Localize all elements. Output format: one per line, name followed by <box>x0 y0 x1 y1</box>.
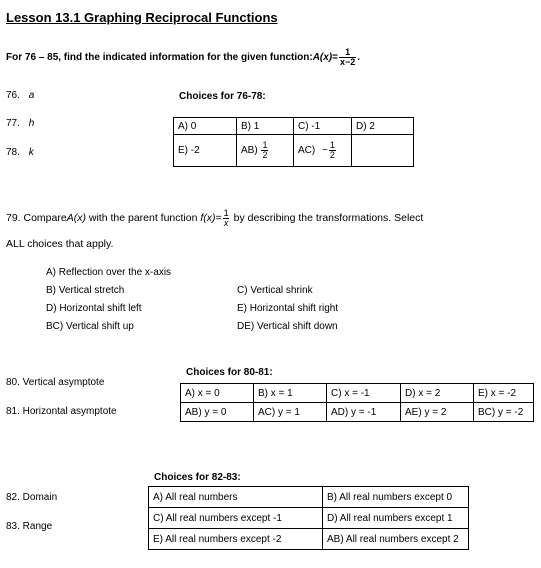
question-79-equals: = <box>215 212 222 224</box>
choices-76-78-row <box>174 118 414 135</box>
question-77-variable: h <box>28 118 35 129</box>
choices-76-78-heading: Choices for 76-78: <box>179 91 266 102</box>
choice-ac-fraction <box>329 141 336 160</box>
choice-cell: A) All real numbers <box>149 487 323 508</box>
question-82: 82. Domain <box>6 492 58 503</box>
intro-function-name: A(x) <box>312 51 333 63</box>
choices-80-81-heading: Choices for 80-81: <box>186 367 273 378</box>
choices-82-83-row <box>149 508 469 529</box>
choice-ab-label: AB) <box>241 145 258 157</box>
question-76-number: 76. <box>6 90 20 101</box>
question-80: 80. Vertical asymptote <box>6 377 105 388</box>
choices-80-81-table <box>180 383 534 422</box>
choices-76-78-row <box>174 135 414 167</box>
question-79-numerator: 1 <box>223 207 229 218</box>
choice-cell: AB) y = 0 <box>181 403 254 422</box>
choices-80-81-row <box>181 403 534 422</box>
q79-choice: C) Vertical shrink <box>237 285 313 296</box>
question-79-denominator: x <box>223 217 229 228</box>
question-79-line1 <box>6 204 423 232</box>
choice-cell-ac <box>294 135 352 167</box>
choice-cell: E) -2 <box>174 135 237 167</box>
question-79-post: by describing the transformations. Select <box>230 212 424 224</box>
question-79-line2: ALL choices that apply. <box>6 238 114 250</box>
choice-cell: D) x = 2 <box>401 384 474 403</box>
choice-cell: B) 1 <box>237 118 294 135</box>
choices-82-83-table <box>148 486 469 550</box>
question-79-parent-name: f(x) <box>200 212 216 224</box>
question-79-mid: with the parent function <box>85 212 201 224</box>
choice-cell: C) All real numbers except -1 <box>149 508 323 529</box>
q79-choice: A) Reflection over the x-axis <box>46 267 172 278</box>
question-77-number: 77. <box>6 118 20 129</box>
choice-cell: D) All real numbers except 1 <box>323 508 469 529</box>
intro-text: For 76 – 85, find the indicated information for the given function: <box>6 51 313 63</box>
choice-cell: D) 2 <box>352 118 414 135</box>
q79-choice: BC) Vertical shift up <box>46 321 134 332</box>
choices-82-83-row <box>149 529 469 550</box>
choice-cell: AD) y = -1 <box>327 403 401 422</box>
question-77 <box>6 118 34 129</box>
choice-ab-fraction <box>261 141 268 160</box>
choice-cell: A) 0 <box>174 118 237 135</box>
choice-ac-label: AC) <box>298 145 316 157</box>
choice-ab-numerator: 1 <box>262 140 268 150</box>
choice-ab-denominator: 2 <box>262 150 268 160</box>
question-78-number: 78. <box>6 147 20 158</box>
question-79-function-name: A(x) <box>66 212 86 224</box>
q79-choice: E) Horizontal shift right <box>237 303 339 314</box>
q79-choice: D) Horizontal shift left <box>46 303 142 314</box>
q79-choice: B) Vertical stretch <box>46 285 125 296</box>
choice-cell: B) x = 1 <box>254 384 327 403</box>
q79-choice: DE) Vertical shift down <box>237 321 338 332</box>
choice-ac-numerator: 1 <box>329 140 335 150</box>
choice-cell: BC) y = -2 <box>474 403 534 422</box>
question-76-variable: a <box>28 90 35 101</box>
question-83: 83. Range <box>6 521 53 532</box>
intro-fraction-denominator: x−2 <box>339 56 356 67</box>
intro-equals: = <box>332 51 338 63</box>
page-title: Lesson 13.1 Graphing Reciprocal Functions <box>6 10 278 25</box>
choice-cell: AE) y = 2 <box>401 403 474 422</box>
intro-line <box>6 44 360 70</box>
question-79-fraction <box>223 209 230 228</box>
choices-80-81-row <box>181 384 534 403</box>
choices-76-78-table <box>173 117 414 167</box>
question-78-variable: k <box>28 147 34 158</box>
question-79-pre: 79. Compare <box>6 212 67 224</box>
choice-cell: E) x = -2 <box>474 384 534 403</box>
choice-ac-sign: − <box>322 145 328 157</box>
intro-fraction-numerator: 1 <box>345 46 351 57</box>
choice-cell: C) x = -1 <box>327 384 401 403</box>
choice-cell: AC) y = 1 <box>254 403 327 422</box>
choice-cell: B) All real numbers except 0 <box>323 487 469 508</box>
choice-cell-empty <box>352 135 414 167</box>
choice-cell: AB) All real numbers except 2 <box>323 529 469 550</box>
choice-cell: E) All real numbers except -2 <box>149 529 323 550</box>
choices-82-83-heading: Choices for 82-83: <box>154 472 241 483</box>
intro-period: . <box>357 51 361 63</box>
question-78 <box>6 147 34 158</box>
choice-cell: C) -1 <box>294 118 352 135</box>
choice-ac-denominator: 2 <box>329 150 335 160</box>
choice-cell-ab <box>237 135 294 167</box>
choice-cell: A) x = 0 <box>181 384 254 403</box>
intro-fraction <box>339 48 356 67</box>
choices-82-83-row <box>149 487 469 508</box>
question-81: 81. Horizontal asymptote <box>6 406 117 417</box>
question-76 <box>6 90 34 101</box>
